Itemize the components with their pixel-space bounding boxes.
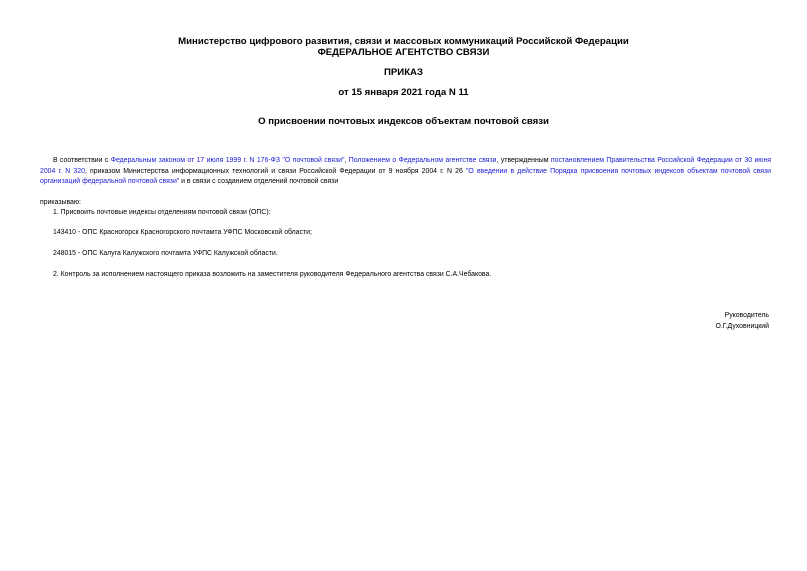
- preamble-text-4: , приказом Министерства информационных технологий и связи Российской Федерации от 9 ноября 2004 г. N 26: [84, 167, 466, 175]
- preamble-paragraph: [40, 156, 771, 188]
- order-item-1: 1. Присвоить почтовые индексы отделениям почтовой связи (ОПС):: [53, 209, 271, 216]
- government-resolution-link[interactable]: постановлением Правительства Российской Федерации от 30 июня 2004 г. N 320: [40, 157, 771, 175]
- preamble-text-5: и в связи с созданием отделений почтовой связи: [179, 178, 339, 185]
- preamble-text-2: ,: [344, 157, 349, 164]
- ministry-order-link[interactable]: "О введении в действие Порядка присвоения почтовых индексов объектам почтовой связи организаций федеральной почтовой связи": [40, 167, 771, 185]
- document-date-number: от 15 января 2021 года N 11: [338, 87, 469, 98]
- postal-index-entry: 143410 - ОПС Красногорск Красногорского почтамта УФПС Московской области;: [53, 229, 312, 236]
- order-item-2: 2. Контроль за исполнением настоящего приказа возложить на заместителя руководителя Федерального агентства связи С.А.Чебакова.: [53, 271, 492, 278]
- agency-name: ФЕДЕРАЛЬНОЕ АГЕНТСТВО СВЯЗИ: [317, 47, 490, 58]
- preamble-text-3: , утвержденным: [496, 157, 551, 164]
- document-type: ПРИКАЗ: [384, 67, 423, 78]
- postal-index-entry: 248015 - ОПС Калуга Калужского почтамта УФПС Калужской области.: [53, 250, 278, 257]
- document-title: О присвоении почтовых индексов объектам почтовой связи: [258, 116, 549, 127]
- preamble-text-1: В соответствии с: [53, 157, 111, 164]
- federal-law-link[interactable]: Федеральным законом от 17 июля 1999 г. N 176-ФЗ "О почтовой связи": [110, 157, 345, 164]
- order-intro: приказываю:: [40, 199, 81, 206]
- signatory-role: Руководитель: [724, 312, 769, 319]
- signatory-name: О.Г.Духовницкий: [715, 323, 769, 330]
- agency-regulation-link[interactable]: Положением о Федеральном агентстве связи: [348, 157, 497, 164]
- ministry-name: Министерство цифрового развития, связи и массовых коммуникаций Российской Федерации: [178, 36, 629, 47]
